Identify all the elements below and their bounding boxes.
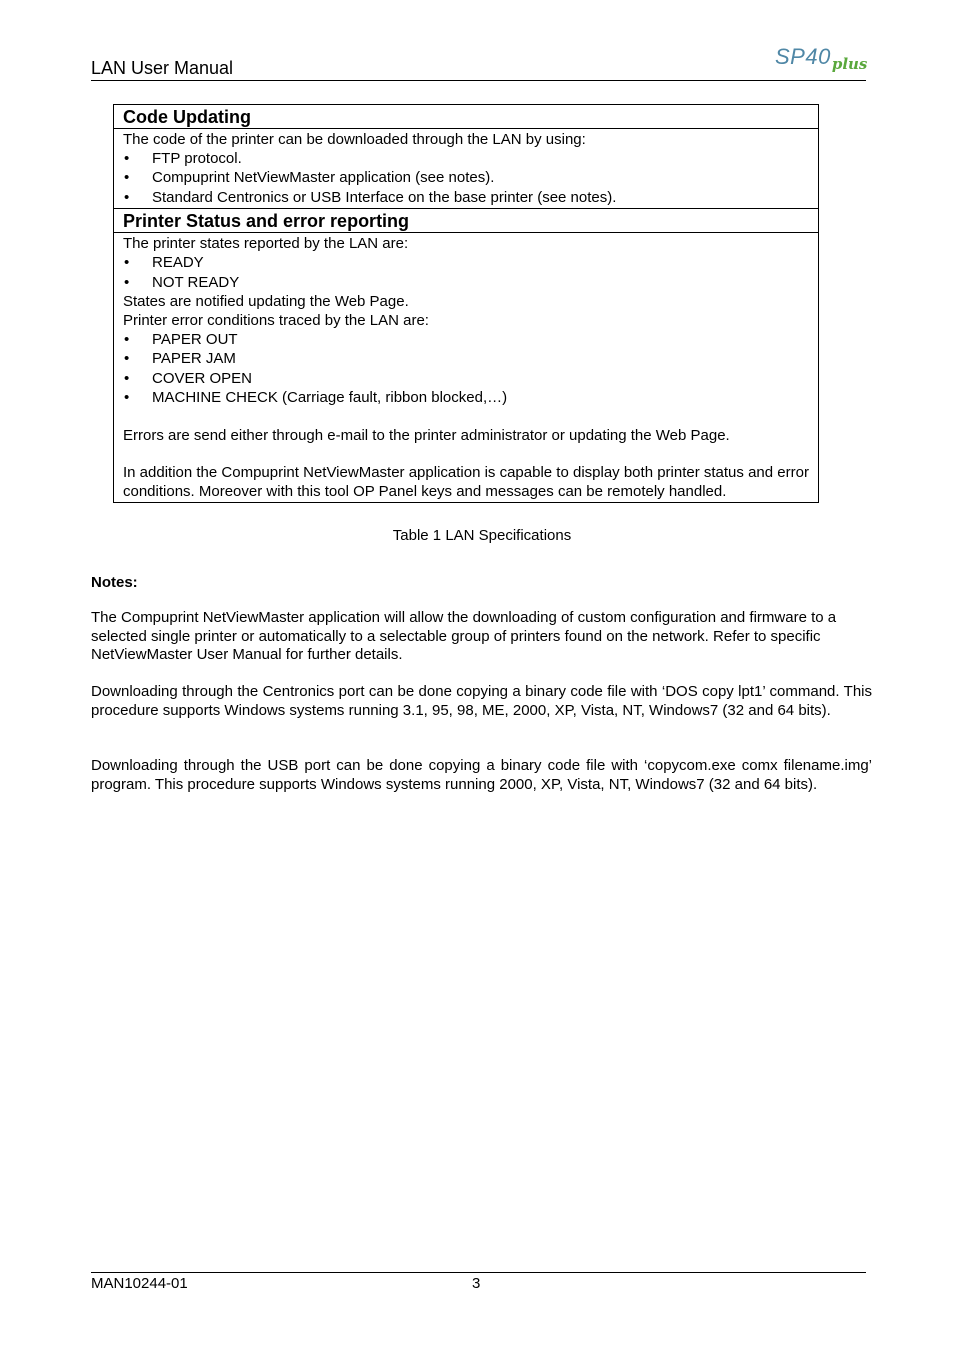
document-id: MAN10244-01 [91,1275,188,1292]
errors-paragraph: Errors are send either through e-mail to the printer administrator or updating the Web Page. [123,426,730,444]
section-heading-code-updating: Code Updating [114,105,818,129]
note-paragraph: The Compuprint NetViewMaster application will allow the downloading of custom configuration and firmware to a selected single printer or automatically to a selectable group of printers found on the network. Refer to specific NetViewMaster User Manual for further details. [91,609,837,664]
list-item: • READY [123,253,809,272]
section-heading-status-reporting: Printer Status and error reporting [114,208,818,233]
logo-sub-text: plus [831,55,868,73]
footer-rule [91,1272,866,1273]
list-item: • Compuprint NetViewMaster application (see notes). [123,168,809,187]
header-title: LAN User Manual [91,58,234,78]
list-item: • PAPER JAM [123,349,809,368]
section-intro: The code of the printer can be downloaded through the LAN by using: [123,131,586,148]
states-intro: The printer states reported by the LAN are: [123,235,409,253]
states-note: States are notified updating the Web Page. [123,293,409,311]
section-body-status-reporting [114,233,818,501]
netviewmaster-paragraph: In addition the Compuprint NetViewMaster application is capable to display both printer status and error conditions. Moreover with this tool OP Panel keys and messages can be remotely handled. [123,463,809,500]
list-item: • Standard Centronics or USB Interface on the base printer (see notes). [123,188,809,207]
list-item: • FTP protocol. [123,149,809,168]
logo-main-text: SP40 [775,44,831,69]
list-item: • PAPER OUT [123,330,809,349]
section-body-code-updating [114,129,818,208]
list-item: • COVER OPEN [123,369,809,388]
list-item: • MACHINE CHECK (Carriage fault, ribbon blocked,…) [123,388,809,407]
errors-intro: Printer error conditions traced by the LAN are: [123,312,429,330]
table-caption: Table 1 LAN Specifications [392,527,572,544]
page-number: 3 [472,1275,481,1292]
spacer [123,408,809,426]
list-item: • NOT READY [123,273,809,292]
notes-title: Notes: [91,574,138,591]
note-paragraph: Downloading through the USB port can be done copying a binary code file with ‘copycom.exe comx filename.img’ program. This procedure supports Windows systems running 2000, XP, Vista, NT, Windows7 (32 and 64 bits). [91,757,872,793]
sp40plus-logo [775,44,866,76]
note-paragraph: Downloading through the Centronics port can be done copying a binary code file with ‘DOS copy lpt1’ command. This procedure supports Windows systems running 3.1, 95, 98, ME, 2000, XP, Vista, NT, Windows7 (32 and 64 bits). [91,683,872,719]
lan-spec-table [113,104,819,503]
spacer [123,445,809,463]
header-rule [91,80,866,81]
